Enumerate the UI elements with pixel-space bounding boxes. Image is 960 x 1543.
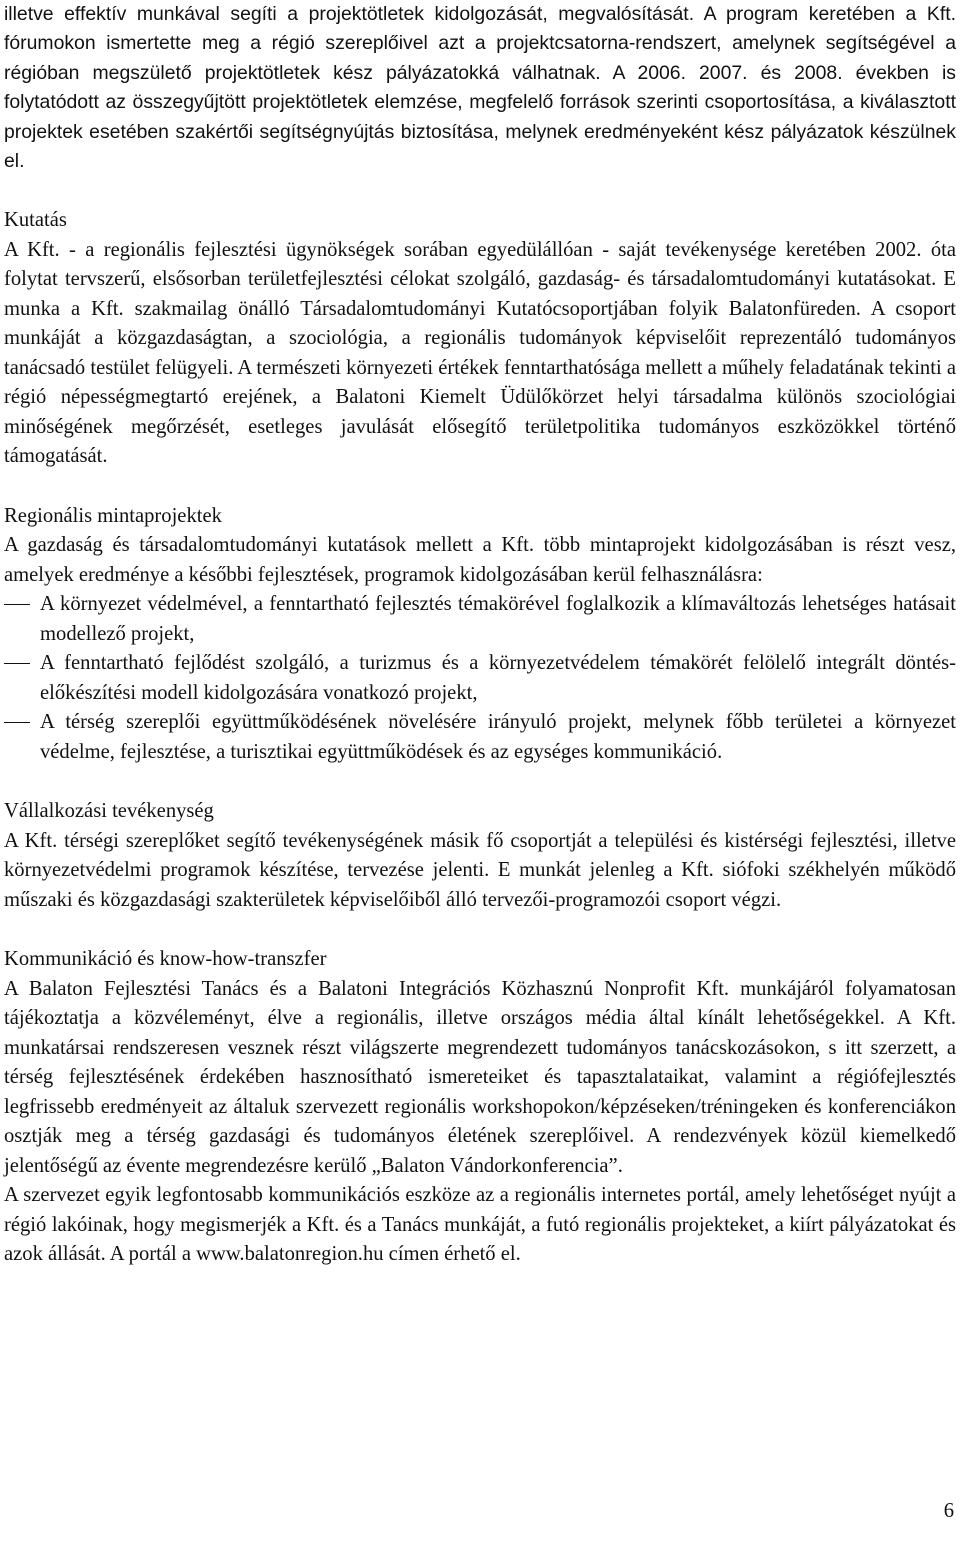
list-item-text: A térség szereplői együttműködésének növelésére irányuló projekt, melynek főbb területei a környezet védelme, fejlesztése, a turisztikai együttműködések és az egységes kommunikáció. <box>40 711 956 763</box>
dash-bullet-icon <box>4 663 30 664</box>
kutatas-paragraph: A Kft. - a regionális fejlesztési ügynökségek sorában egyedülállóan - saját tevékenysége keretében 2002. óta folytat tervszerű, elsősorban területfejlesztési célokat szolgáló, gazdaság- és társadalomtudományi kutatásokat. E munka a Kft. szakmailag önálló Társadalomtudományi Kutatócsoportjában folyik Balatonfüreden. A csoport munkáját a közgazdaságtan, a szociológia, a regionális tudományok képviselőit reprezentáló tudományos tanácsadó testület felügyeli. A természeti környezeti értékek fenntarthatósága mellett a műhely feladatának tekinti a régió népességmegtartó erejének, a Balatoni Kiemelt Üdülőkörzet helyi társadalma különös szociológiai minőségének megőrzését, esetleges javulását elősegítő területpolitika tudományos eszközökkel történő támogatását. <box>4 238 956 468</box>
list-item-text: A fenntartható fejlődést szolgáló, a turizmus és a környezetvédelem témakörét felölelő integrált döntés-előkészítési modell kidolgozására vonatkozó projekt, <box>40 652 956 704</box>
document-page <box>4 0 956 1270</box>
dash-bullet-icon <box>4 722 30 723</box>
section-spacer <box>4 767 956 797</box>
kommunikacio-heading: Kommunikáció és know-how-transzfer <box>4 948 327 971</box>
list-item-text: A környezet védelmével, a fenntartható fejlesztés témakörével foglalkozik a klímaváltozás lehetséges hatásait modellező projekt, <box>40 593 956 645</box>
mintaprojektek-paragraph: A gazdaság és társadalomtudományi kutatások mellett a Kft. több mintaprojekt kidolgozásában is részt vesz, amelyek eredménye a későbbi fejlesztések, programok kidolgozásában kerül felhasználásra: <box>4 534 956 586</box>
section-spacer <box>4 915 956 945</box>
mintaprojektek-heading: Regionális mintaprojektek <box>4 504 222 527</box>
kommunikacio-paragraph-1: A Balaton Fejlesztési Tanács és a Balatoni Integrációs Közhasznú Nonprofit Kft. munkájáról folyamatosan tájékoztatja a közvéleményt, élve a regionális, illetve országos média által kínált lehetőségekkel. A Kft. munkatársai rendszeresen vesznek részt világszerte megrendezett tudományos tanácskozásokon, s itt szerzett, a térség fejlesztésének érdekében hasznosítható ismereteiket és tapasztalataikat, valamint a régiófejlesztés legfrissebb eredményeit az általuk szervezett regionális workshopokon/képzéseken/tréningeken és konferenciákon osztják meg a térség gazdasági és tudományos életének szereplőivel. A rendezvények közül kiemelkedő jelentőségű az évente megrendezésre kerülő „Balaton Vándorkonferencia”. <box>4 977 956 1177</box>
page-number: 6 <box>943 1500 954 1522</box>
intro-paragraph: illetve effektív munkával segíti a projektötletek kidolgozását, megvalósítását. A program keretében a Kft. fórumokon ismertette meg a régió szereplőivel azt a projektcsatorna-rendszert, amelynek segítségével a régióban megszülető projektötletek kész pályázatokká válhatnak. A 2006. 2007. és 2008. években is folytatódott az összegyűjtött projektötletek elemzése, megfelelő források szerinti csoportosítása, a kiválasztott projektek esetében szakértői segítségnyújtás biztosítása, melynek eredményeként kész pályázatok készülnek el. <box>4 3 956 173</box>
vallalkozasi-heading: Vállalkozási tevékenység <box>4 800 214 823</box>
kutatas-heading: Kutatás <box>4 209 67 232</box>
section-spacer <box>4 472 956 502</box>
vallalkozasi-paragraph: A Kft. térségi szereplőket segítő tevékenységének másik fő csoportját a települési és kistérségi fejlesztési, illetve környezetvédelmi programok készítése, tervezése jelenti. E munkát jelenleg a Kft. siófoki székhelyén működő műszaki és közgazdasági szakterületek képviselőiből álló tervezői-programozói csoport végzi. <box>4 829 956 911</box>
dash-bullet-icon <box>4 604 30 605</box>
section-spacer <box>4 176 956 206</box>
mintaprojektek-list <box>4 590 956 767</box>
kommunikacio-paragraph-2: A szervezet egyik legfontosabb kommunikációs eszköze az a regionális internetes portál, amely lehetőséget nyújt a régió lakóinak, hogy megismerjék a Kft. és a Tanács munkáját, a futó regionális projekteket, a kiírt pályázatokat és azok állását. A portál a www.balatonregion.hu címen érhető el. <box>4 1184 956 1266</box>
list-item <box>4 590 956 649</box>
list-item <box>4 649 956 708</box>
list-item <box>4 708 956 767</box>
